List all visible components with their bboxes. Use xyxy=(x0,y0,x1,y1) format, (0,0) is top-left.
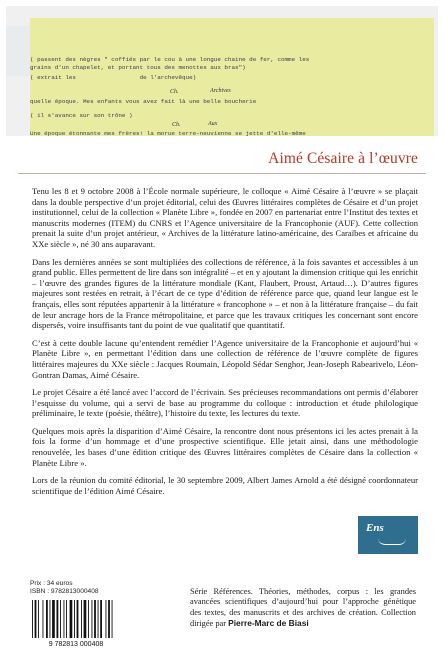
paragraph: Tenu les 8 et 9 octobre 2008 à l’École normale supérieure, le colloque « Aimé Césaire à l’œuvre » se plaçait dans la double perspective d’un projet éditorial, celui des Œuvres littéraires complètes de Césaire et d’un projet institutionnel, celui de la collection « Planète Libre », fondée en 2007 en partenariat entre l’Institut des textes et manuscrits modernes (ITEM) du CNRS et l’Agence universitaire de la Francophonie (AUF). Cette collection prenait la suite d’un projet antérieur, « Archives de la littérature latino-américaine, des Caraïbes et africaine du XXe siècle », né 30 ans auparavant. xyxy=(32,186,418,249)
typescript-line: ( extrait les de l'archevêque) xyxy=(30,74,197,81)
barcode-bars xyxy=(32,600,113,638)
typescript-line: grains d'un chapelet, et portant tous des menottes aux bras") xyxy=(30,64,246,71)
paragraph: Lors de la réunion du comité éditorial, le 30 septembre 2009, Albert James Arnold a été désigné coordonnateur scientifique de l’édition Aimé Césaire. xyxy=(32,475,418,496)
barcode-bar xyxy=(66,600,67,638)
barcode xyxy=(28,598,124,648)
handwritten-note: Aux xyxy=(208,121,218,127)
barcode-bar xyxy=(74,600,75,638)
barcode-bar xyxy=(57,600,59,638)
book-title: Aimé Césaire à l’œuvre xyxy=(268,150,418,167)
series-note xyxy=(190,587,416,630)
series-director: Pierre-Marc de Biasi xyxy=(228,618,309,629)
handwritten-note: Ch. xyxy=(170,89,179,95)
paragraph: Le projet Césaire a été lancé avec l’accord de l’écrivain. Ses précieuses recommandations ont permis d’élaborer l’esquisse du volume, qui a servi de base au programme du colloque : introduction et étude philologique préliminaire, le texte (poésie, théâtre), l’histoire du texte, les lectures du texte. xyxy=(32,387,418,419)
barcode-bar xyxy=(60,600,61,638)
barcode-bar xyxy=(106,600,107,638)
typescript-line: quelle époque. Mes enfants vous avez fait là une belle boucherie xyxy=(30,98,257,105)
logo-text: Ens xyxy=(366,522,384,534)
isbn: ISBN : 9782813000408 xyxy=(30,588,99,595)
barcode-bar xyxy=(94,600,96,638)
barcode-bar xyxy=(38,600,39,638)
barcode-bar xyxy=(32,600,33,638)
title-divider xyxy=(18,173,426,174)
barcode-bar xyxy=(35,600,37,638)
typescript-line: ( passent des nègres " coffiés par le cou à une longue chaine de fer, comme les xyxy=(30,56,310,63)
barcode-bar xyxy=(98,600,99,638)
barcode-bar xyxy=(43,600,44,638)
price: Prix : 34 euros xyxy=(30,580,73,587)
barcode-bar xyxy=(46,600,48,638)
barcode-bar xyxy=(77,600,79,638)
handwritten-note: Ch. xyxy=(172,122,181,128)
back-cover-text xyxy=(32,186,418,503)
barcode-bar xyxy=(81,600,82,638)
barcode-bar xyxy=(84,600,87,638)
barcode-bar xyxy=(88,600,89,638)
ens-logo xyxy=(358,516,418,554)
series-text: Série Références. Théories, méthodes, corpus : les grandes avancées scientifiques d’aujourd’hui pour l’approche génétique des textes, des manuscrits et des archives de création. Collection dirigée par xyxy=(190,587,416,629)
typescript-line: Une époque étonnante mes frères! la morue terre-neuvienne se jette d'elle-même xyxy=(30,130,306,136)
paragraph: C’est à cette double lacune qu’entendent remédier l’Agence universitaire de la Francophonie et aujourd’hui « Planète Libre », en permettant l’édition dans une collection de référence de l’œuvre complète de figures littéraires majeures du XXe siècle : Jacques Roumain, Léopold Sédar Senghor, Jean-Joseph Rabearivelo, Léon-Gontran Damas, Aimé Césaire. xyxy=(32,337,418,380)
barcode-bar xyxy=(52,600,55,638)
barcode-bar xyxy=(64,600,65,638)
barcode-bar xyxy=(100,600,102,638)
barcode-bar xyxy=(112,600,113,638)
handwritten-note: Archives xyxy=(210,88,231,94)
paragraph: Quelques mois après la disparition d’Aimé Césaire, la rencontre dont nous présentons ici les actes prenait à la fois la forme d’un hommage et d’une prospective scientifique. Elle jetait ainsi, dans une méthodologie renouvelée, les bases d’une édition critique des Œuvres littéraires complètes de Césaire dans la collection « Planète Libre ». xyxy=(32,425,418,468)
price-block xyxy=(30,580,99,596)
barcode-bar xyxy=(92,600,93,638)
logo-swoosh xyxy=(378,538,406,545)
barcode-bar xyxy=(50,600,51,638)
barcode-digits: 9 782813 000408 xyxy=(48,641,104,648)
typescript-sheet xyxy=(30,18,434,136)
barcode-bar xyxy=(108,600,110,638)
barcode-bar xyxy=(70,600,73,638)
typescript-line: ( il s'avance sur son trône ) xyxy=(30,112,133,119)
paragraph: Dans les dernières années se sont multipliées des collections de référence, à la fois savantes et accessibles à un grand public. Elles permettent de lire dans son intégralité – et en y ajoutant la dimension critique qui les enrichit – l’œuvre des grandes figures de la littérature mondiale (Kant, Flaubert, Proust, Artaud…). D’autres figures majeures sont restées en retrait, à l’écart de ce type d’édition de référence parce que, quand leur langue est le français, elles sont réputées appartenir à la littérature « francophone » – et non à la littérature française – du fait de leur ancrage hors de la France métropolitaine, et parce que les travaux critiques les concernant sont encore dispersés, voire insuffisants tant du point de vue qualitatif que quantitatif. xyxy=(32,256,418,331)
